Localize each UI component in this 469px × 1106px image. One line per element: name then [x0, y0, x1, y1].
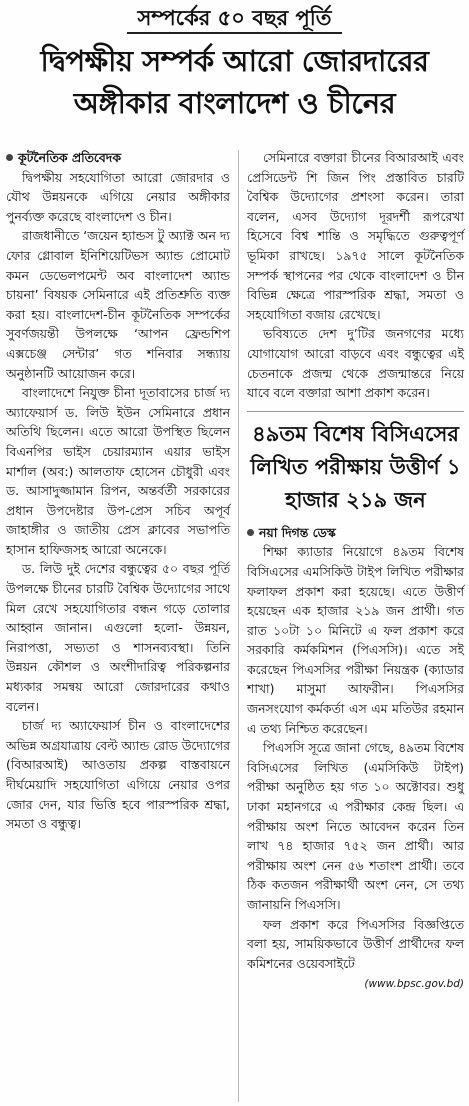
byline [6, 148, 230, 168]
second-article-paragraph: ফল প্রকাশ করে পিএসসির বিজ্ঞপ্তিতে বলা হয়, সাময়িকভাবে উত্তীর্ণ প্রার্থীদের ফল কমিশনের ওয়েবসাইটে [247, 916, 464, 971]
kicker-wrap [0, 4, 469, 34]
article-paragraph: চার্জ দ্য অ্যাফেয়ার্স চীন ও বাংলাদেশের অভিন্ন অগ্রযাত্রায় বেল্ট অ্যান্ড রোড উদ্যোগের (বিআরআই) আওতায় প্রকল্প বাস্তবায়নে দীর্ঘমেয়াদি সহযোগিতা এগিয়ে নেয়ার ওপর জোর দেন, যার ভিত্তি হবে পারস্পরিক শ্রদ্ধা, সমতা ও বন্ধুত্ব। [6, 718, 230, 832]
website-url: (www.bpsc.gov.bd) [364, 978, 464, 991]
second-article-paragraph: পিএসসি সূত্রে জানা গেছে, ৪৯তম বিশেষ বিসিএসের লিখিত (এমসিকিউ টাইপ) পরীক্ষা অনুষ্ঠিত হয় গত ১০ অক্টোবর। শুধু ঢাকা মহানগরে এ পরীক্ষার কেন্দ্র ছিল। এ পরীক্ষায় অংশ নিতে আবেদন করেন তিন লাখ ৭৪ হাজার ৭৫২ জন প্রার্থী। আর পরীক্ষায় অংশ নেন ৫৬ শতাংশ প্রার্থী। তবে ঠিক কতজন পরীক্ষার্থী অংশ নেন, সে তথ্য জানায়নি পিএসসি। [247, 740, 464, 912]
bullet-icon [6, 154, 13, 161]
article-paragraph: রাজধানীতে ‘জয়েন হ্যান্ডস টু অ্যাক্ট অন দ্য ফোর গ্লোবাল ইনিশিয়েটিভস অ্যান্ড প্রোমোট কমন ডেভেলপমেন্ট অব বাংলাদেশ অ্যান্ড চায়না’ বিষয়ক সেমিনারে এই প্রতিশ্রুতি ব্যক্ত করা হয়। বাংলাদেশ-চীন কূটনৈতিক সম্পর্কের সুবর্ণজয়ন্তী উপলক্ষে ‘আপন ফ্রেন্ডশিপ এক্সচেঞ্জ সেন্টার’ গত শনিবার সন্ধ্যায় অনুষ্ঠানটি আয়োজন করে। [6, 228, 230, 381]
second-article-paragraph: শিক্ষা ক্যাডার নিয়োগে ৪৯তম বিশেষ বিসিএসের এমসিকিউ টাইপ লিখিত পরীক্ষার ফলাফল প্রকাশ করা হয়েছে। এতে উত্তীর্ণ হয়েছেন এক হাজার ২১৯ জন প্রার্থী। গত রাত ১০টা ১০ মিনিটে এ ফল প্রকাশ করে সরকারি কর্মকমিশন (পিএসসি)। এতে সই করেছেন পিএসসির পরীক্ষা নিয়ন্ত্রক (ক্যাডার শাখা) মাসুমা আফরীন। পিএসসির জনসংযোগ কর্মকর্তা এস এম মতিউর রহমান এ তথ্য নিশ্চিত করেছেন। [247, 544, 464, 736]
article-paragraph: সেমিনারে বক্তারা চীনের বিআরআই এবং প্রেসিডেন্ট শি জিন পিং প্রস্তাবিত চারটি বৈশ্বিক উদ্যোগের প্রশংসা করেন। তারা বলেন, এসব উদ্যোগ দূরদর্শী রূপরেখা হিসেবে বিশ্ব শান্তি ও সমৃদ্ধিতে গুরুত্বপূর্ণ ভূমিকা রাখছে। ১৯৭৫ সালে কূটনৈতিক সম্পর্ক স্থাপনের পর থেকে বাংলাদেশ ও চীন বিভিন্ন ক্ষেত্রে পারস্পরিক শ্রদ্ধা, সমতা ও সহযোগিতা বজায় রেখেছে। [247, 150, 464, 322]
second-byline-text: নয়া দিগন্ত ডেস্ক [259, 524, 336, 540]
article-paragraph: দ্বিপক্ষীয় সহযোগিতা আরো জোরদার ও যৌথ উন্নয়নকে এগিয়ে নেয়ার অঙ্গীকার পুনর্ব্যক্ত করেছে বাংলাদেশ ও চীন। [6, 169, 230, 224]
article-paragraph: ভবিষ্যতে দেশ দু’টির জনগণের মধ্যে যোগাযোগ আরো বাড়বে এবং বন্ধুত্বের এই চেতনাকে প্রজন্ম থেকে প্রজন্মান্তরে নিয়ে যাবে বলে বক্তারা আশা প্রকাশ করেন। [247, 326, 464, 401]
second-article [247, 411, 464, 995]
bullet-icon [247, 529, 254, 536]
second-byline [247, 523, 464, 543]
article-paragraph: বাংলাদেশে নিযুক্ত চীনা দূতাবাসের চার্জ দ্য অ্যাফেয়ার্স ড. লিউ ইউন সেমিনারে প্রধান অতিথি ছিলেন। এতে আরো উপস্থিত ছিলেন বিএনপির ভাইস চেয়ারম্যান এয়ার ভাইস মার্শাল (অব:) আলতাফ হোসেন চৌধুরী এবং ড. আসাদুজ্জামান রিপন, অন্তর্বর্তী সরকারের প্রধান উপদেষ্টার উপ-প্রেস সচিব অপূর্ব জাহাঙ্গীর ও জাতীয় প্রেস ক্লাবের সভাপতি হাসান হাফিজসহ আরো অনেকে। [6, 385, 230, 557]
article-headline: দ্বিপক্ষীয় সম্পর্ক আরো জোরদারের অঙ্গীকার বাংলাদেশ ও চীনের [40, 44, 429, 120]
column-divider [238, 150, 239, 1102]
article-paragraph: ড. লিউ দুই দেশের বন্ধুত্বের ৫০ বছর পূর্তি উপলক্ষে চীনের চারটি বৈশ্বিক উদ্যোগের সাথে মিল রেখে সহযোগিতার বন্ধন গড়ে তোলার আহ্বান জানান। এগুলো হলো- উন্নয়ন, নিরাপত্তা, সভ্যতা ও শাসনব্যবস্থা। তিনি উন্নয়ন কৌশল ও অংশীদারিত্ব পরিকল্পনার মধ্যকার সমন্বয় আরো জোরদারের কথাও বলেন। [6, 561, 230, 714]
right-column [247, 148, 464, 995]
left-column [6, 148, 230, 834]
article-kicker: সম্পর্কের ৫০ বছর পূর্তি [127, 4, 341, 34]
byline-text: কূটনৈতিক প্রতিবেদক [18, 150, 121, 165]
second-article-headline: ৪৯তম বিশেষ বিসিএসের লিখিত পরীক্ষায় উত্তীর্ণ ১ হাজার ২১৯ জন [250, 421, 461, 512]
